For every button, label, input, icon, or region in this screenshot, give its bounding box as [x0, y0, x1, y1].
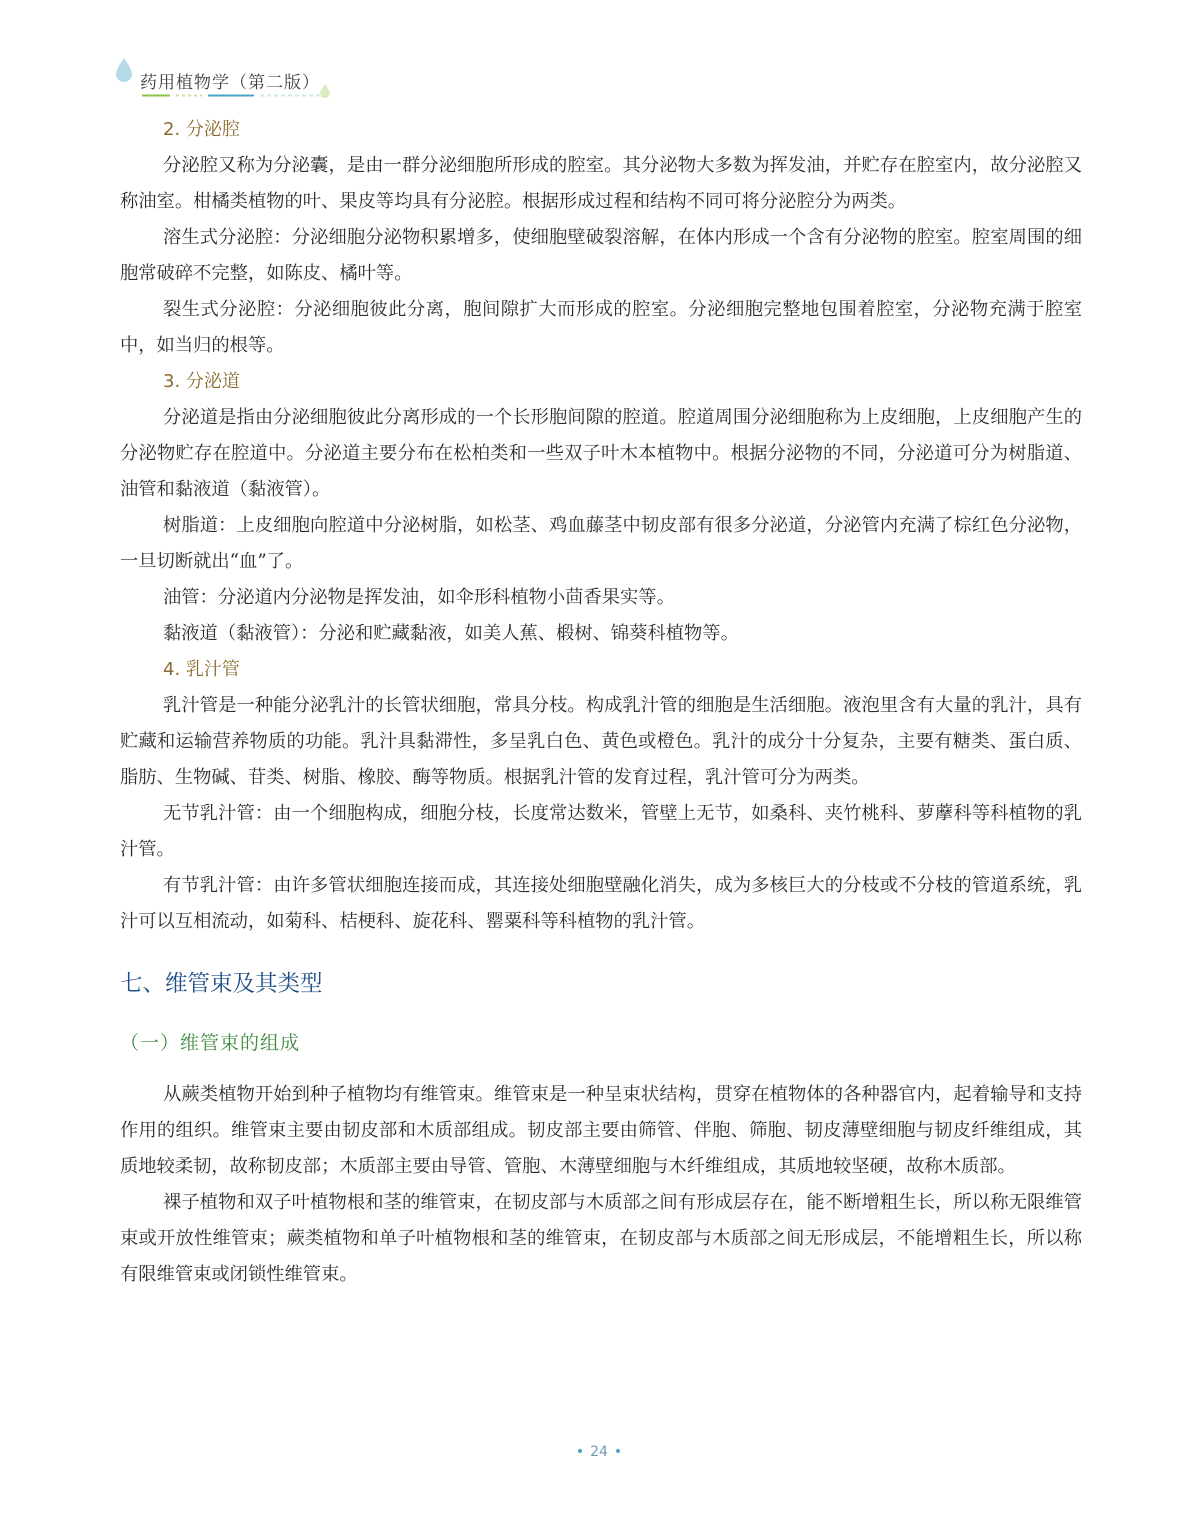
paragraph: 黏液道（黏液管）：分泌和贮藏黏液，如美人蕉、椴树、锦葵科植物等。 [163, 623, 739, 644]
paragraph: 树脂道：上皮细胞向腔道中分泌树脂，如松茎、鸡血藤茎中韧皮部有很多分泌道，分泌管内充满了棕红色分泌物，一旦切断就出“血”了。 [120, 515, 1082, 572]
paragraph: 无节乳汁管：由一个细胞构成，细胞分枝，长度常达数米，管壁上无节，如桑科、夹竹桃科、萝藦科等科植物的乳汁管。 [120, 803, 1082, 860]
subheading-laticifer: 4. 乳汁管 [163, 659, 240, 680]
paragraph: 溶生式分泌腔：分泌细胞分泌物积累增多，使细胞壁破裂溶解，在体内形成一个含有分泌物的腔室。腔室周围的细胞常破碎不完整，如陈皮、橘叶等。 [120, 227, 1082, 284]
page-body [120, 112, 1082, 1293]
paragraph: 分泌腔又称为分泌囊，是由一群分泌细胞所形成的腔室。其分泌物大多数为挥发油，并贮存在腔室内，故分泌腔又称油室。柑橘类植物的叶、果皮等均具有分泌腔。根据形成过程和结构不同可将分泌腔分为两类。 [120, 155, 1082, 212]
paragraph: 裂生式分泌腔：分泌细胞彼此分离，胞间隙扩大而形成的腔室。分泌细胞完整地包围着腔室，分泌物充满于腔室中，如当归的根等。 [120, 299, 1082, 356]
leaf-drop-icon [320, 84, 330, 98]
book-title: 药用植物学（第二版） [140, 73, 320, 93]
subheading-secretory-canal: 3. 分泌道 [163, 371, 240, 392]
water-drop-icon [116, 58, 132, 82]
paragraph: 油管：分泌道内分泌物是挥发油，如伞形科植物小茴香果实等。 [163, 587, 675, 608]
paragraph: 裸子植物和双子叶植物根和茎的维管束，在韧皮部与木质部之间有形成层存在，能不断增粗生长，所以称无限维管束或开放性维管束；蕨类植物和单子叶植物根和茎的维管束，在韧皮部与木质部之间无形成层，不能增粗生长，所以称有限维管束或闭锁性维管束。 [120, 1192, 1082, 1285]
page-footer [0, 1444, 1198, 1460]
paragraph: 有节乳汁管：由许多管状细胞连接而成，其连接处细胞壁融化消失，成为多核巨大的分枝或不分枝的管道系统，乳汁可以互相流动，如菊科、桔梗科、旋花科、罂粟科等科植物的乳汁管。 [120, 875, 1082, 932]
header-divider [142, 94, 322, 97]
page-number: 24 [590, 1444, 608, 1460]
running-header [116, 54, 336, 104]
paragraph: 乳汁管是一种能分泌乳汁的长管状细胞，常具分枝。构成乳汁管的细胞是生活细胞。液泡里含有大量的乳汁，具有贮藏和运输营养物质的功能。乳汁具黏滞性，多呈乳白色、黄色或橙色。乳汁的成分十分复杂，主要有糖类、蛋白质、脂肪、生物碱、苷类、树脂、橡胶、酶等物质。根据乳汁管的发育过程，乳汁管可分为两类。 [120, 695, 1082, 788]
footer-dot-right: • [613, 1444, 623, 1460]
paragraph: 从蕨类植物开始到种子植物均有维管束。维管束是一种呈束状结构，贯穿在植物体的各种器官内，起着输导和支持作用的组织。维管束主要由韧皮部和木质部组成。韧皮部主要由筛管、伴胞、筛胞、韧皮薄壁细胞与韧皮纤维组成，其质地较柔韧，故称韧皮部；木质部主要由导管、管胞、木薄壁细胞与木纤维组成，其质地较坚硬，故称木质部。 [120, 1084, 1082, 1177]
subsection-heading: （一）维管束的组成 [120, 1032, 301, 1054]
footer-dot-left: • [575, 1444, 585, 1460]
paragraph: 分泌道是指由分泌细胞彼此分离形成的一个长形胞间隙的腔道。腔道周围分泌细胞称为上皮细胞，上皮细胞产生的分泌物贮存在腔道中。分泌道主要分布在松柏类和一些双子叶木本植物中。根据分泌物的不同，分泌道可分为树脂道、油管和黏液道（黏液管）。 [120, 407, 1082, 500]
subheading-secretory-cavity: 2. 分泌腔 [163, 119, 240, 140]
section-heading: 七、维管束及其类型 [120, 971, 323, 997]
